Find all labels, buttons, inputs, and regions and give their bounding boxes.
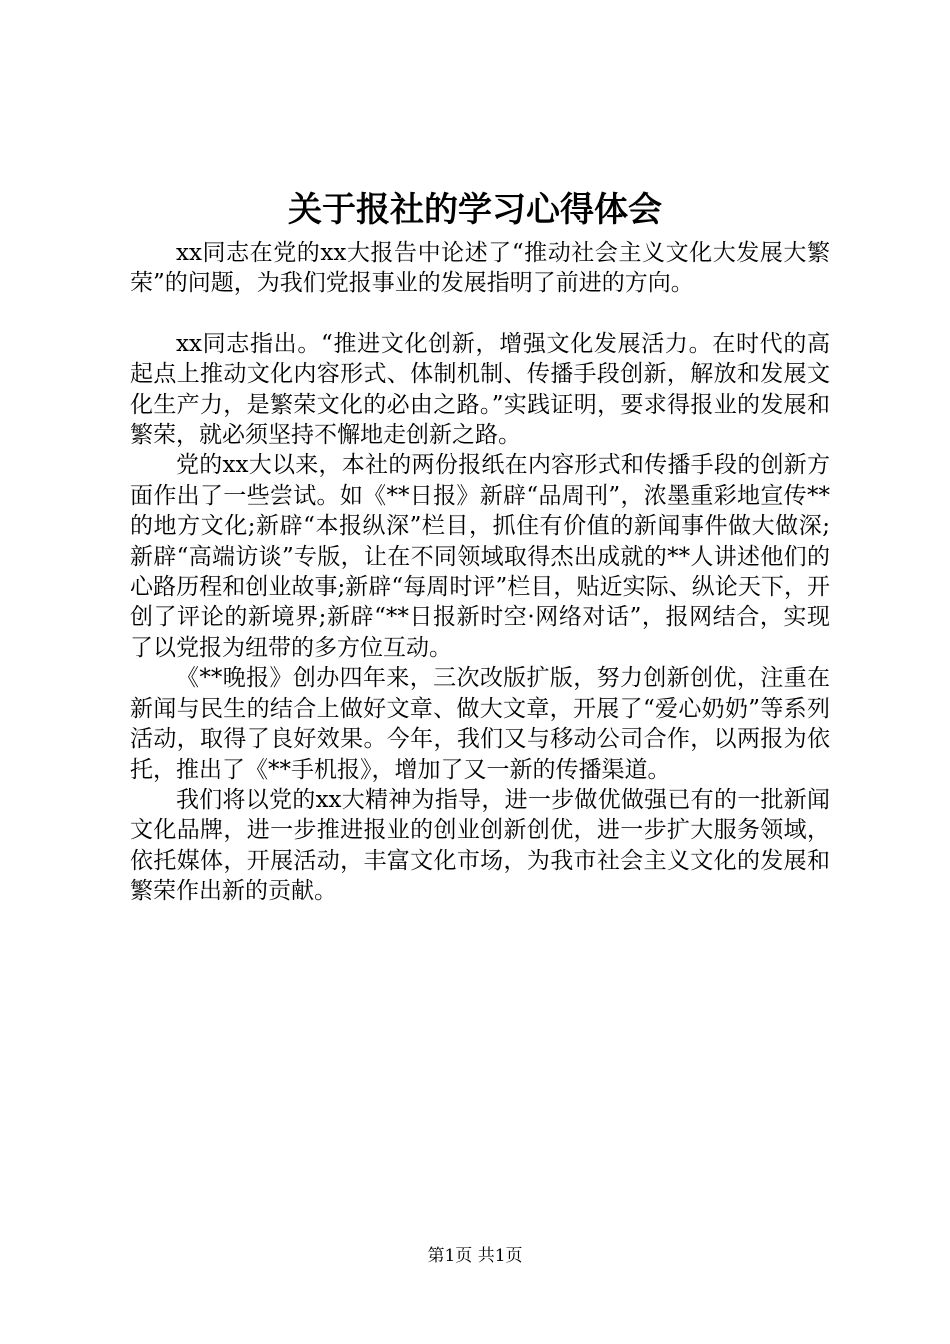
page-footer: 第1页 共1页 bbox=[427, 1246, 523, 1266]
paragraph-1: xx同志在党的xx大报告中论述了“推动社会主义文化大发展大繁荣”的问题，为我们党报事业的发展指明了前进的方向。 bbox=[130, 240, 830, 297]
paragraph-2: xx同志指出。“推进文化创新，增强文化发展活力。在时代的高起点上推动文化内容形式、体制机制、传播手段创新，解放和发展文化生产力，是繁荣文化的必由之路。”实践证明，要求得报业的发展和繁荣，就必须坚持不懈地走创新之路。 bbox=[130, 330, 830, 449]
paragraph-4: 《**晚报》创办四年来，三次改版扩版，努力创新创优，注重在新闻与民生的结合上做好文章、做大文章，开展了“爱心奶奶”等系列活动，取得了良好效果。今年，我们又与移动公司合作，以两报为依托，推出了《**手机报》，增加了又一新的传播渠道。 bbox=[130, 665, 830, 783]
document-title: 关于报社的学习心得体会 bbox=[288, 190, 662, 230]
document-body bbox=[130, 238, 830, 907]
paragraph-5: 我们将以党的xx大精神为指导，进一步做优做强已有的一批新闻文化品牌，进一步推进报业的创业创新创优，进一步扩大服务领域，依托媒体，开展活动，丰富文化市场，为我市社会主义文化的发展和繁荣作出新的贡献。 bbox=[130, 786, 830, 905]
paragraph-3: 党的xx大以来，本社的两份报纸在内容形式和传播手段的创新方面作出了一些尝试。如《**日报》新辟“品周刊”，浓墨重彩地宣传**的地方文化;新辟“本报纵深”栏目，抓住有价值的新闻事件做大做深;新辟“高端访谈”专版，让在不同领域取得杰出成就的**人讲述他们的心路历程和创业故事;新辟“每周时评”栏目，贴近实际、纵论天下，开创了评论的新境界;新辟“**日报新时空·网络对话”，报网结合，实现了以党报为纽带的多方位互动。 bbox=[130, 452, 830, 661]
